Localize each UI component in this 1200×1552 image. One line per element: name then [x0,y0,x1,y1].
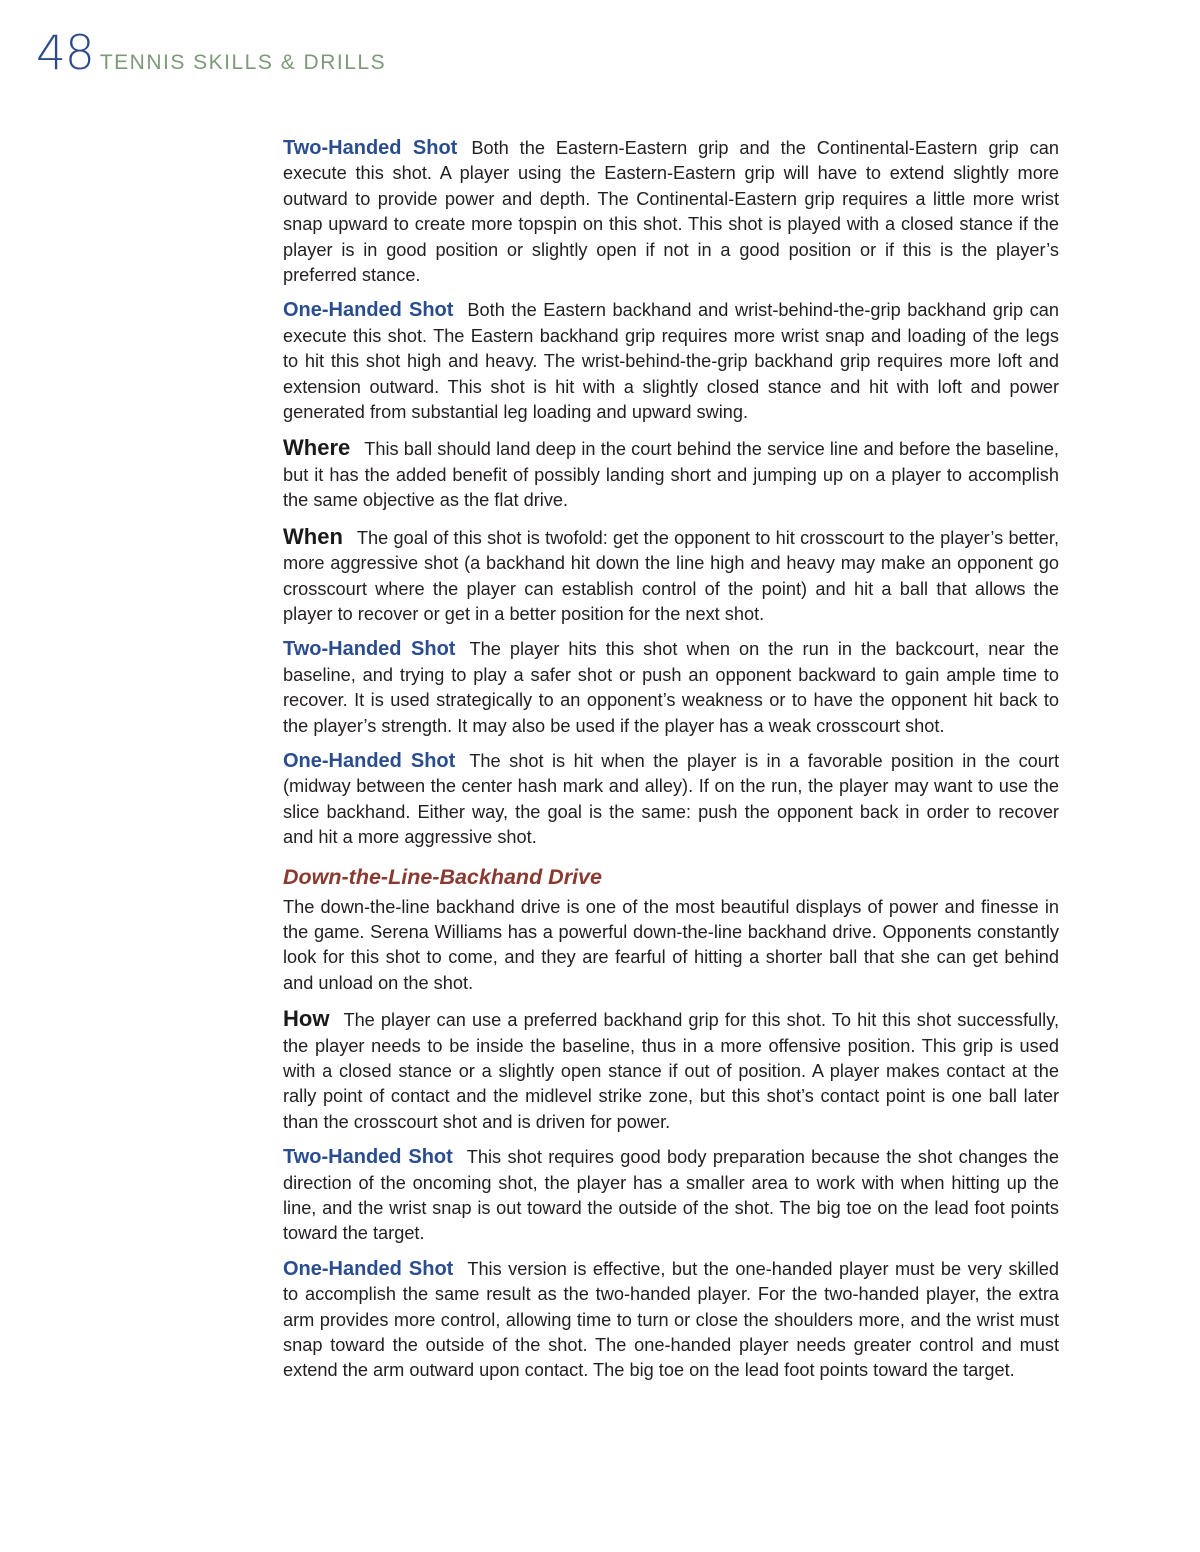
paragraph-text: Both the Eastern backhand and wrist-behind-the-grip backhand grip can execute this shot. The Eastern backhand grip requires more wrist snap and loading of the legs to hit this shot high and heavy. The wrist-behind-the-grip backhand grip requires more loft and extension outward. This shot is hit with a slightly closed stance and hit with loft and power generated from substantial leg loading and upward swing. [283,300,1059,423]
paragraph-text: This ball should land deep in the court behind the service line and before the baseline, but it has the added benefit of possibly landing short and jumping up on a player to accomplish the same objective as the flat drive. [283,439,1059,511]
page-number: 48 [36,26,94,81]
paragraph-label: Where [283,435,351,461]
paragraph-where [283,435,1059,513]
paragraph-text: The shot is hit when the player is in a favorable position in the court (midway between the center hash mark and alley). If on the run, the player may want to use the slice backhand. Either way, the goal is the same: push the opponent back in order to recover and hit a more aggressive shot. [283,750,1060,848]
paragraph-label: Two-Handed Shot [283,1146,453,1169]
paragraph-label: When [283,523,343,549]
paragraph-text: This shot requires good body preparation because the shot changes the direction of the oncoming shot, the player has a smaller area to work with when hitting up the line, and the wrist snap is out toward the outside of the shot. The big toe on the lead foot points toward the target. [283,1147,1060,1244]
paragraph-two-handed-shot [283,1145,1059,1247]
paragraph-two-handed-shot [283,136,1059,288]
paragraph-label: One-Handed Shot [283,1257,454,1280]
paragraph-label: Two-Handed Shot [283,638,456,661]
paragraph-text: The player can use a preferred backhand grip for this shot. To hit this shot successfully, the player needs to be inside the baseline, thus in a more offensive position. This grip is used with a closed stance or a slightly open stance if out of position. A player makes contact at the rally point of contact and the midlevel strike zone, but this shot’s contact point is one ball later than the crosscourt shot and is driven for power. [283,1010,1059,1132]
paragraph-one-handed-shot [283,1257,1059,1384]
running-head [36,26,387,81]
paragraph-one-handed-shot [283,749,1059,851]
section-intro: The down-the-line backhand drive is one of the most beautiful displays of power and finesse in the game. Serena Williams has a powerful down-the-line backhand drive. Opponents constantly look for this shot to come, and they are fearful of hitting a shorter ball that she can get behind and unload on the shot. [283,896,1059,993]
paragraph-two-handed-shot [283,637,1059,739]
paragraph-label: Two-Handed Shot [283,137,458,159]
paragraph-when [283,524,1059,628]
paragraph-text: The goal of this shot is twofold: get the opponent to hit crosscourt to the player’s better, more aggressive shot (a backhand hit down the line high and heavy may make an opponent go crosscourt where the player can establish control of the point) and hit a ball that allows the player to recover or get in a better position for the next shot. [283,527,1059,624]
paragraph-text: Both the Eastern-Eastern grip and the Continental-Eastern grip can execute this shot. A player using the Eastern-Eastern grip will have to extend slightly more outward to provide power and depth. The Continental-Eastern grip requires a little more wrist snap upward to create more topspin on this shot. This shot is played with a closed stance if the player is in good position or slightly open if not in a good position or if this is the player’s preferred stance. [283,138,1059,286]
paragraph-label: How [283,1006,330,1032]
body-text [283,136,1059,1394]
section-heading: Down-the-Line-Backhand Drive [283,864,602,889]
paragraph-label: One-Handed Shot [283,299,454,322]
paragraph-one-handed-shot [283,298,1059,425]
paragraph-how [283,1006,1059,1135]
paragraph-text: This version is effective, but the one-handed player must be very skilled to accomplish the same result as the two-handed player. For the two-handed player, the extra arm provides more control, allowing time to turn or close the shoulders more, and the wrist must snap toward the outside of the shot. The one-handed player needs greater control and must extend the arm outward upon contact. The big toe on the lead foot points toward the target. [283,1258,1059,1381]
paragraph-label: One-Handed Shot [283,749,456,772]
book-title: TENNIS SKILLS & DRILLS [99,51,387,74]
paragraph-text: The player hits this shot when on the run in the backcourt, near the baseline, and trying to play a safer shot or push an opponent backward to gain ample time to recover. It is used strategically to an opponent’s weakness or to have the opponent hit back to the player’s strength. It may also be used if the player has a weak crosscourt shot. [283,639,1060,736]
